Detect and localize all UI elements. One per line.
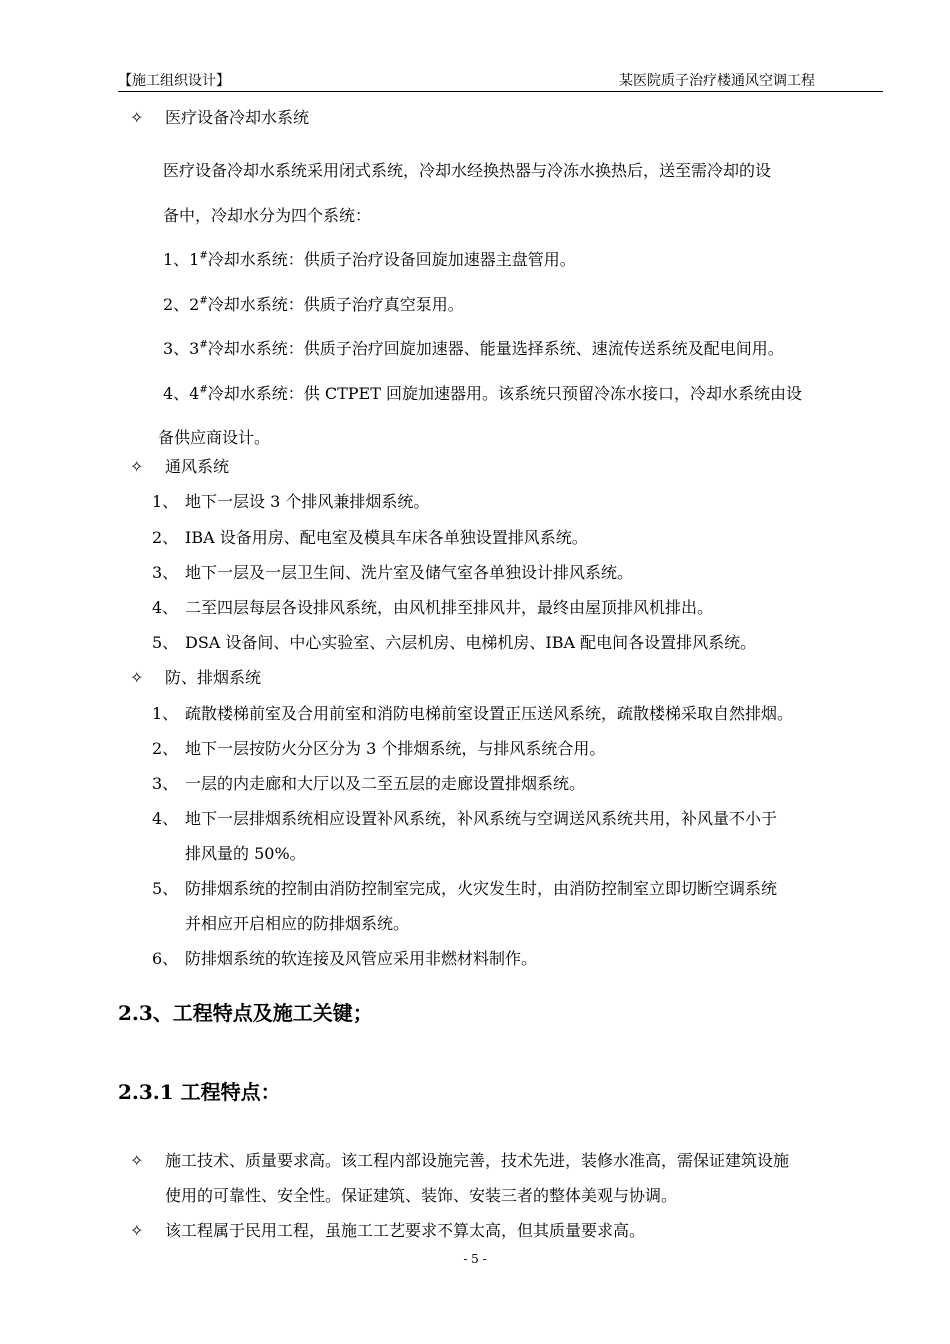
cooling-heading: 医疗设备冷却水系统: [165, 108, 310, 127]
section-title: 2.3、工程特点及施工关键；: [118, 1001, 373, 1025]
smoke-item-num: 3、: [152, 774, 179, 793]
header-right: 某医院质子治疗楼通风空调工程: [619, 73, 815, 89]
cooling-item-3: 3、3#冷却水系统：供质子治疗回旋加速器、能量选择系统、速流传送系统及配电间用。: [163, 339, 784, 358]
ventilation-item-num: 4、: [152, 598, 179, 617]
cooling-item-1: 1、1#冷却水系统：供质子治疗设备回旋加速器主盘管用。: [163, 250, 576, 269]
smoke-item: 疏散楼梯前室及合用前室和消防电梯前室设置正压送风系统，疏散楼梯采取自然排烟。: [185, 704, 794, 723]
cooling-item-4-cont: 备供应商设计。: [158, 428, 271, 447]
cooling-intro-line2: 备中，冷却水分为四个系统：: [163, 206, 372, 225]
smoke-item-num: 2、: [152, 739, 179, 758]
ventilation-item-num: 5、: [152, 633, 179, 652]
page-number: - 5 -: [463, 1252, 487, 1266]
smoke-item: 防排烟系统的软连接及风管应采用非燃材料制作。: [185, 949, 538, 968]
smoke-item: 一层的内走廊和大厅以及二至五层的走廊设置排烟系统。: [185, 774, 586, 793]
bullet-icon: ✧: [130, 108, 144, 127]
bullet-icon: ✧: [130, 668, 144, 687]
smoke-item: 地下一层排烟系统相应设置补风系统，补风系统与空调送风系统共用，补风量不小于: [185, 809, 778, 828]
bullet-icon: ✧: [130, 1151, 144, 1170]
feature-bullet: 该工程属于民用工程，虽施工工艺要求不算太高，但其质量要求高。: [165, 1221, 646, 1240]
smoke-item-num: 5、: [152, 879, 179, 898]
feature-bullet: 施工技术、质量要求高。该工程内部设施完善，技术先进，装修水准高，需保证建筑设施: [165, 1151, 790, 1170]
ventilation-item: 地下一层设 3 个排风兼排烟系统。: [185, 492, 430, 511]
feature-bullet-cont: 使用的可靠性、安全性。保证建筑、装饰、安装三者的整体美观与协调。: [165, 1186, 678, 1205]
smoke-item-num: 6、: [152, 949, 179, 968]
ventilation-item: DSA 设备间、中心实验室、六层机房、电梯机房、IBA 配电间各设置排风系统。: [185, 633, 757, 652]
smoke-item-cont: 并相应开启相应的防排烟系统。: [185, 914, 410, 933]
smoke-item-num: 4、: [152, 809, 179, 828]
smoke-item: 地下一层按防火分区分为 3 个排烟系统，与排风系统合用。: [185, 739, 606, 758]
smoke-heading: 防、排烟系统: [165, 668, 262, 687]
ventilation-item-num: 2、: [152, 528, 179, 547]
ventilation-heading: 通风系统: [165, 457, 230, 476]
cooling-item-4: 4、4#冷却水系统：供 CTPET 回旋加速器用。该系统只预留冷冻水接口，冷却水系统由设: [163, 384, 802, 403]
ventilation-item-num: 1、: [152, 492, 179, 511]
bullet-icon: ✧: [130, 457, 144, 476]
smoke-item-cont: 排风量的 50%。: [185, 844, 306, 863]
ventilation-item: 地下一层及一层卫生间、洗片室及储气室各单独设计排风系统。: [185, 563, 634, 582]
ventilation-item-num: 3、: [152, 563, 179, 582]
ventilation-item: 二至四层每层各设排风系统，由风机排至排风井，最终由屋顶排风机排出。: [185, 598, 714, 617]
ventilation-item: IBA 设备用房、配电室及模具车床各单独设置排风系统。: [185, 528, 588, 547]
smoke-item-num: 1、: [152, 704, 179, 723]
smoke-item: 防排烟系统的控制由消防控制室完成，火灾发生时，由消防控制室立即切断空调系统: [185, 879, 778, 898]
bullet-icon: ✧: [130, 1221, 144, 1240]
header-left: 【施工组织设计】: [118, 73, 230, 89]
cooling-intro-line1: 医疗设备冷却水系统采用闭式系统，冷却水经换热器与冷冻水换热后，送至需冷却的设: [163, 161, 772, 180]
cooling-item-2: 2、2#冷却水系统：供质子治疗真空泵用。: [163, 295, 464, 314]
header-rule: [118, 91, 883, 92]
section-subtitle: 2.3.1 工程特点：: [118, 1080, 281, 1104]
